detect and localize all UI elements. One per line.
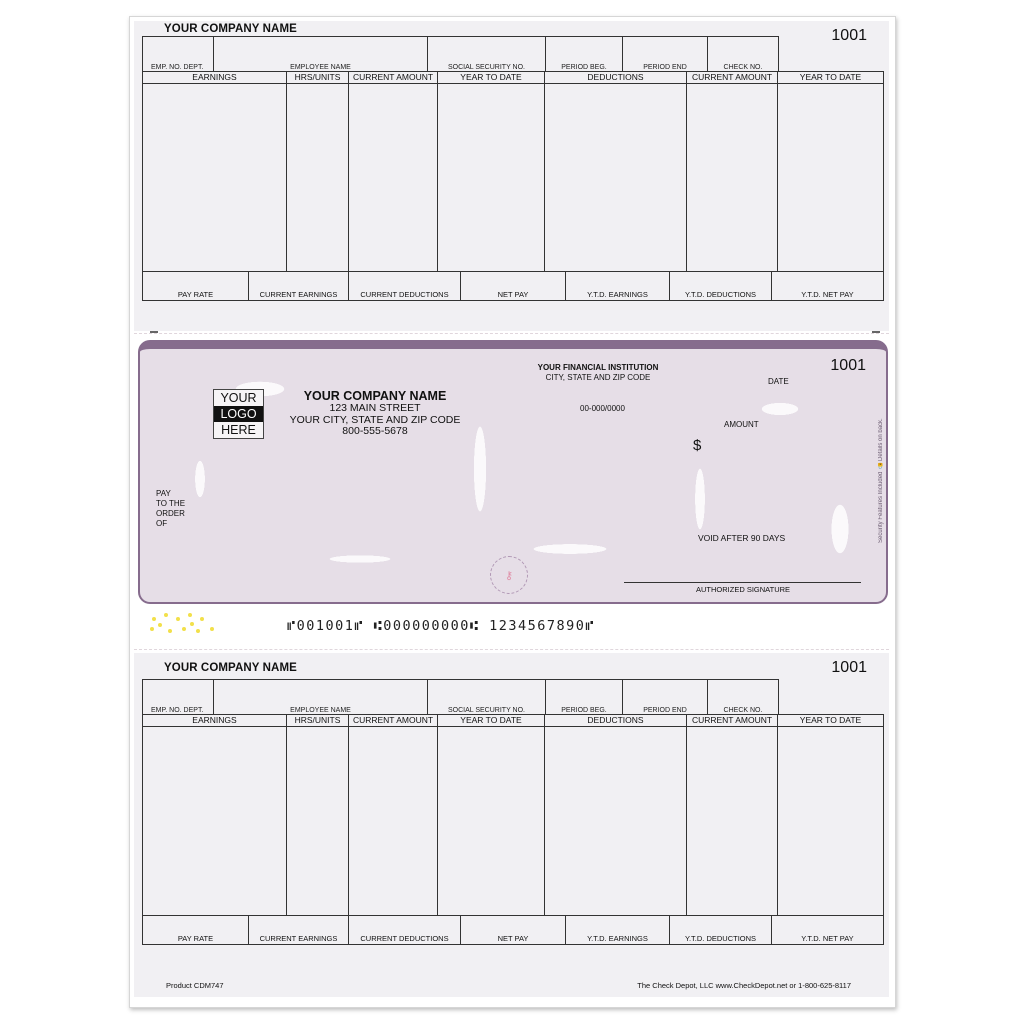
check-number: 1001 xyxy=(830,357,866,374)
date-label: DATE xyxy=(768,377,789,386)
vendor-info: The Check Depot, LLC www.CheckDepot.net or 1-800-625-8117 xyxy=(637,981,851,990)
stub-column-body xyxy=(142,84,884,272)
total-ytd-net-pay: Y.T.D. NET PAY xyxy=(801,934,854,943)
stub-info-row xyxy=(142,679,779,715)
check-phone: 800-555-5678 xyxy=(342,425,408,437)
check-company-block xyxy=(280,389,470,438)
stub-column-headers xyxy=(142,71,884,84)
product-code: Product CDM747 xyxy=(166,981,224,990)
top-pay-stub xyxy=(134,21,889,331)
field-employee-name: EMPLOYEE NAME xyxy=(214,37,428,72)
total-ytd-earnings: Y.T.D. EARNINGS xyxy=(566,271,670,300)
field-emp-no-dept: EMP. NO. DEPT. xyxy=(143,680,214,715)
total-ytd-net-pay: Y.T.D. NET PAY xyxy=(801,290,854,299)
col-year-to-date: YEAR TO DATE xyxy=(438,715,545,726)
total-ytd-deductions: Y.T.D. DEDUCTIONS xyxy=(670,271,772,300)
field-period-end: PERIOD END xyxy=(623,680,708,715)
stub-company-name: YOUR COMPANY NAME xyxy=(164,662,297,674)
col-hrs-units: HRS/UNITS xyxy=(287,72,349,83)
dollar-sign-icon: $ xyxy=(693,437,702,454)
stub-column-headers xyxy=(142,714,884,727)
col-current-amount: CURRENT AMOUNT xyxy=(349,715,438,726)
field-emp-no-dept: EMP. NO. DEPT. xyxy=(143,37,214,72)
field-period-beg: PERIOD BEG. xyxy=(546,37,623,72)
field-employee-name: EMPLOYEE NAME xyxy=(214,680,428,715)
stub-totals-row xyxy=(142,915,884,945)
stub-company-name: YOUR COMPANY NAME xyxy=(164,23,297,35)
col-hrs-units: HRS/UNITS xyxy=(287,715,349,726)
perforation-line-bottom xyxy=(134,649,889,650)
check-face xyxy=(138,340,888,604)
heat-sensitive-key-icon: ⚷ xyxy=(490,556,528,594)
field-check-no: CHECK NO. xyxy=(723,707,763,714)
total-ytd-deductions: Y.T.D. DEDUCTIONS xyxy=(670,915,772,944)
col-earnings: EARNINGS xyxy=(143,715,287,726)
check-company-name: YOUR COMPANY NAME xyxy=(303,389,447,403)
amount-label: AMOUNT xyxy=(724,420,759,429)
bank-location: CITY, STATE AND ZIP CODE xyxy=(545,373,651,382)
signature-label: AUTHORIZED SIGNATURE xyxy=(696,585,791,594)
security-banner: THE FACE OF THIS DOCUMENT HAS A COLORED BACKGROUND ON WHITE PAPER xyxy=(375,341,651,348)
col-year-to-date: YEAR TO DATE xyxy=(438,72,545,83)
total-current-deductions: CURRENT DEDUCTIONS xyxy=(349,271,461,300)
total-net-pay: NET PAY xyxy=(461,271,566,300)
security-features-note: Security Features Included 🔒 Details on back. xyxy=(878,418,884,544)
micr-line: ⑈001001⑈ ⑆000000000⑆ 1234567890⑈ xyxy=(287,618,595,634)
stub-totals-row xyxy=(142,271,884,301)
field-period-end: PERIOD END xyxy=(623,37,708,72)
total-ytd-earnings: Y.T.D. EARNINGS xyxy=(566,915,670,944)
total-current-earnings: CURRENT EARNINGS xyxy=(249,271,349,300)
col-deductions: DEDUCTIONS xyxy=(545,715,687,726)
check-address-line2: YOUR CITY, STATE AND ZIP CODE xyxy=(289,413,461,426)
signature-line xyxy=(624,582,861,583)
perforation-line-top xyxy=(134,333,889,334)
stub-check-number: 1001 xyxy=(831,27,867,44)
check-address-line1: 123 MAIN STREET xyxy=(329,402,421,414)
field-ssn: SOCIAL SECURITY NO. xyxy=(428,680,546,715)
perforation-mark xyxy=(872,331,880,333)
total-net-pay: NET PAY xyxy=(461,915,566,944)
bottom-pay-stub xyxy=(134,653,889,997)
col-deductions-year-to-date: YEAR TO DATE xyxy=(799,715,862,725)
total-current-deductions: CURRENT DEDUCTIONS xyxy=(349,915,461,944)
bank-block xyxy=(528,363,668,383)
col-current-amount: CURRENT AMOUNT xyxy=(349,72,438,83)
col-deductions-current-amount: CURRENT AMOUNT xyxy=(687,715,778,726)
col-earnings: EARNINGS xyxy=(143,72,287,83)
routing-fraction: 00-000/0000 xyxy=(580,404,625,413)
sparkle-dots-icon xyxy=(150,613,230,635)
stub-column-body xyxy=(142,727,884,916)
check-sheet xyxy=(129,16,896,1008)
total-pay-rate: PAY RATE xyxy=(143,915,249,944)
logo-placeholder: YOUR LOGO HERE xyxy=(213,389,264,439)
void-notice: VOID AFTER 90 DAYS xyxy=(698,533,786,543)
bank-name: YOUR FINANCIAL INSTITUTION xyxy=(537,363,659,372)
stub-check-number: 1001 xyxy=(831,659,867,676)
field-period-beg: PERIOD BEG. xyxy=(546,680,623,715)
pay-to-the-order-of: PAY TO THE ORDER OF xyxy=(156,489,186,528)
col-deductions-current-amount: CURRENT AMOUNT xyxy=(687,72,778,83)
field-ssn: SOCIAL SECURITY NO. xyxy=(428,37,546,72)
field-check-no: CHECK NO. xyxy=(723,64,763,71)
total-current-earnings: CURRENT EARNINGS xyxy=(249,915,349,944)
col-deductions-year-to-date: YEAR TO DATE xyxy=(799,72,862,82)
perforation-mark xyxy=(150,331,158,333)
col-deductions: DEDUCTIONS xyxy=(545,72,687,83)
total-pay-rate: PAY RATE xyxy=(143,271,249,300)
stub-info-row xyxy=(142,36,779,72)
